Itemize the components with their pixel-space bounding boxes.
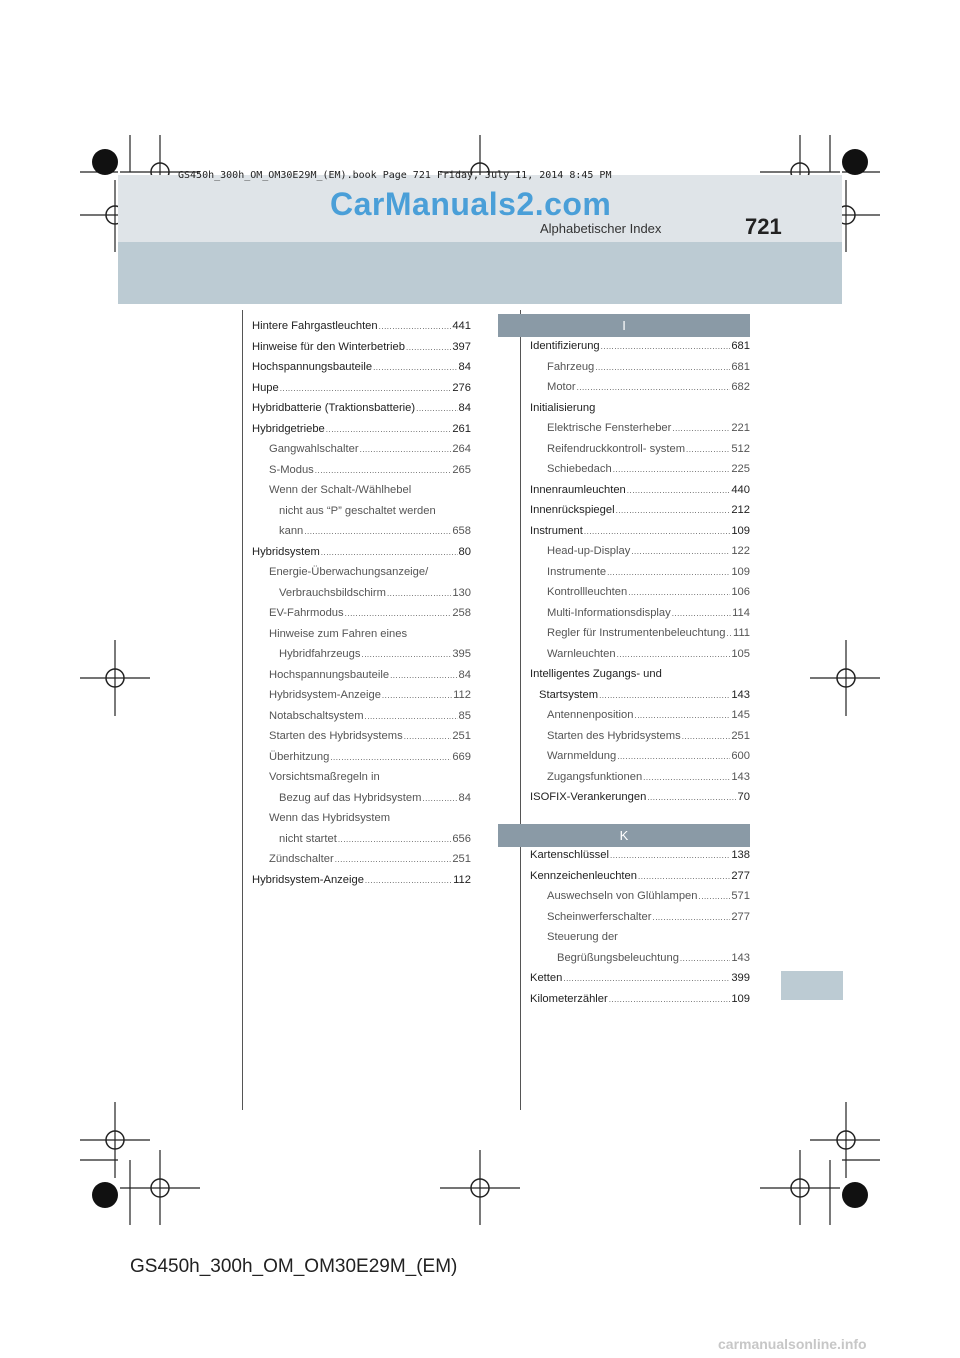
index-entry xyxy=(252,665,471,686)
dot-leader xyxy=(616,501,731,522)
index-entry-term: Steuerung der xyxy=(547,931,618,943)
dot-leader xyxy=(280,379,452,400)
dot-leader xyxy=(610,846,730,867)
dot-leader xyxy=(595,358,730,379)
index-entry xyxy=(530,705,750,726)
index-entry xyxy=(530,521,750,542)
index-entry-term: Hinweise für den Winterbetrieb xyxy=(252,340,405,353)
index-entry-term: Instrument xyxy=(530,524,583,537)
index-entry-page: 84 xyxy=(458,791,471,804)
index-entry-page: 109 xyxy=(731,565,750,578)
index-entry-term: Intelligentes Zugangs- und xyxy=(530,668,662,680)
dot-leader xyxy=(404,727,452,748)
index-entry-term: Hupe xyxy=(252,381,279,394)
index-entry xyxy=(252,603,471,624)
index-entry-page: 111 xyxy=(732,627,750,639)
index-entry-term: Hinweise zum Fahren eines xyxy=(269,627,408,640)
index-entry-term: Starten des Hybridsystems xyxy=(269,730,403,742)
index-entry-term: Gangwahlschalter xyxy=(269,443,359,455)
index-entry-term: Regler für Instrumentenbeleuchtung xyxy=(547,627,726,639)
dot-leader xyxy=(563,969,730,990)
index-entry xyxy=(252,870,471,891)
index-entry-page: 85 xyxy=(458,709,471,722)
index-entry xyxy=(252,439,471,460)
index-entry-term: Warnleuchten xyxy=(547,647,616,660)
index-entry-term: Schiebedach xyxy=(547,463,612,475)
index-entry xyxy=(252,357,471,378)
index-entry-page: 251 xyxy=(452,853,471,865)
dot-leader xyxy=(680,949,730,970)
index-entry xyxy=(530,377,750,398)
index-entry-page: 258 xyxy=(452,607,471,619)
index-entry xyxy=(252,644,471,665)
dot-leader xyxy=(584,522,730,543)
index-entry-page: 656 xyxy=(452,832,471,845)
index-entry-term: Notabschaltsystem xyxy=(269,709,364,722)
index-entry-page: 225 xyxy=(731,463,750,475)
index-entry-term: Bezug auf das Hybridsystem xyxy=(279,791,422,804)
dot-leader xyxy=(360,440,452,461)
index-entry xyxy=(252,706,471,727)
index-entry xyxy=(252,583,471,604)
dot-leader xyxy=(609,990,731,1011)
index-entry-term: Multi-Informationsdisplay xyxy=(547,606,671,619)
index-entry-page: 277 xyxy=(731,910,750,923)
dot-leader xyxy=(647,788,736,809)
index-entry-term: Hybridsystem-Anzeige xyxy=(252,873,364,886)
index-entry xyxy=(252,829,471,850)
dot-leader xyxy=(304,522,451,543)
index-entry-term: Vorsichtsmaßregeln in xyxy=(269,771,380,783)
dot-leader xyxy=(634,706,730,727)
index-entry xyxy=(252,480,471,501)
index-entry-page: 600 xyxy=(731,750,750,762)
index-entry-page: 571 xyxy=(731,890,750,902)
index-entry-term: Antennenposition xyxy=(547,709,634,721)
dot-leader xyxy=(613,460,731,481)
index-entry-page: 682 xyxy=(731,381,750,393)
index-entry-page: 669 xyxy=(452,750,471,763)
dot-leader xyxy=(416,399,457,420)
index-entry xyxy=(530,787,750,808)
index-entry-page: 143 xyxy=(731,770,750,783)
index-entry-page: 251 xyxy=(452,730,471,742)
index-entry-page: 114 xyxy=(732,606,750,619)
watermark-carmanualsonline: carmanualsonline.info xyxy=(718,1336,867,1352)
dot-leader xyxy=(330,748,451,769)
index-entry-page: 212 xyxy=(731,504,750,516)
page-number: 721 xyxy=(745,214,782,239)
index-entry-term: Überhitzung xyxy=(269,750,330,763)
index-entry-term: Innenraumleuchten xyxy=(530,483,626,496)
index-entry-term: Hybridgetriebe xyxy=(252,422,325,435)
index-entry-term: EV-Fahrmodus xyxy=(269,607,344,619)
index-entry xyxy=(252,624,471,645)
index-entry-page: 143 xyxy=(731,688,750,701)
index-entry-term: Fahrzeug xyxy=(547,360,595,373)
dot-leader xyxy=(335,850,452,871)
dot-leader xyxy=(338,830,452,851)
index-entry-page: 70 xyxy=(737,791,750,803)
dot-leader xyxy=(321,543,458,564)
index-entry xyxy=(530,418,750,439)
index-entry-page: 397 xyxy=(452,340,471,353)
index-entry-page: 681 xyxy=(731,340,750,352)
dot-leader xyxy=(345,604,452,625)
section-header-i: I xyxy=(498,314,750,337)
index-entry-term: Hintere Fahrgastleuchten xyxy=(252,320,378,332)
index-entry-page: 276 xyxy=(452,381,471,394)
index-entry xyxy=(252,747,471,768)
dot-leader xyxy=(577,378,731,399)
dot-leader xyxy=(672,419,730,440)
index-entry-term: Energie-Überwachungsanzeige/ xyxy=(269,566,429,578)
index-entry xyxy=(530,948,750,969)
dot-leader xyxy=(628,583,730,604)
index-entry-page: 109 xyxy=(731,524,750,537)
index-entry xyxy=(530,746,750,767)
index-entry-term: S-Modus xyxy=(269,463,314,476)
index-entry-page: 277 xyxy=(731,869,750,882)
dot-leader xyxy=(617,747,730,768)
index-entry-term: nicht startet xyxy=(279,832,337,845)
index-entry-term: Hochspannungsbauteile xyxy=(252,361,373,373)
index-entry xyxy=(530,541,750,562)
dot-leader xyxy=(379,317,452,338)
index-entry xyxy=(530,439,750,460)
index-entry-term: Head-up-Display xyxy=(547,545,631,557)
index-entry xyxy=(530,603,750,624)
index-entry-page: 264 xyxy=(452,443,471,455)
header-lower-band xyxy=(118,242,842,304)
index-entry-term: Motor xyxy=(547,381,576,393)
index-entry-term: Hybridbatterie (Traktionsbatterie) xyxy=(252,402,416,414)
filled-marks xyxy=(92,149,868,1208)
index-entry xyxy=(530,866,750,887)
dot-leader xyxy=(617,645,731,666)
index-entry xyxy=(530,623,750,644)
index-entry-term: Instrumente xyxy=(547,565,607,578)
index-entry-term: Zugangsfunktionen xyxy=(547,770,643,783)
index-entry xyxy=(252,398,471,419)
index-entry xyxy=(252,378,471,399)
index-column-k xyxy=(530,845,750,1009)
index-entry-page: 261 xyxy=(452,422,471,435)
index-entry-term: Verbrauchsbildschirm xyxy=(279,586,386,599)
index-entry-page: 80 xyxy=(458,545,471,558)
index-entry xyxy=(252,767,471,788)
index-entry-term: Kartenschlüssel xyxy=(530,849,609,861)
index-entry-term: Hybridfahrzeugs xyxy=(279,648,361,660)
dot-leader xyxy=(361,645,451,666)
index-entry-term: Kennzeichenleuchten xyxy=(530,869,637,882)
index-entry-page: 512 xyxy=(731,442,750,455)
index-entry-page: 84 xyxy=(458,668,471,681)
index-entry xyxy=(252,849,471,870)
dot-leader xyxy=(326,420,452,441)
index-entry-page: 145 xyxy=(731,709,750,721)
dot-leader xyxy=(607,563,730,584)
index-entry xyxy=(530,357,750,378)
index-entry-term: Hybridsystem xyxy=(252,545,320,558)
dot-leader xyxy=(382,686,452,707)
index-entry-page: 441 xyxy=(452,320,471,332)
column-divider-right xyxy=(520,310,521,1110)
dot-leader xyxy=(599,686,730,707)
index-column-i xyxy=(530,336,750,808)
dot-leader xyxy=(387,584,451,605)
index-entry xyxy=(530,726,750,747)
index-entry-term: Identifizierung xyxy=(530,340,600,352)
index-entry-term: Begrüßungsbeleuchtung xyxy=(557,951,679,964)
index-entry-page: 395 xyxy=(452,648,471,660)
index-entry xyxy=(252,337,471,358)
index-entry-page: 681 xyxy=(731,360,750,373)
page-title: Alphabetischer Index xyxy=(540,221,662,236)
index-entry-term: Reifendruckkontroll- system xyxy=(547,442,686,455)
index-entry xyxy=(252,419,471,440)
dot-leader xyxy=(422,789,457,810)
index-entry xyxy=(252,788,471,809)
index-entry xyxy=(252,542,471,563)
index-entry-page: 143 xyxy=(731,951,750,964)
index-column-left xyxy=(252,316,471,890)
index-entry-page: 130 xyxy=(452,586,471,599)
index-entry-page: 138 xyxy=(731,849,750,861)
index-entry-page: 84 xyxy=(458,402,471,414)
index-entry-term: Warnmeldung xyxy=(547,750,617,762)
index-entry xyxy=(252,685,471,706)
index-entry xyxy=(530,459,750,480)
index-entry xyxy=(252,726,471,747)
dot-leader xyxy=(365,871,452,892)
index-entry xyxy=(530,500,750,521)
index-entry-page: 109 xyxy=(731,992,750,1005)
dot-leader xyxy=(699,887,731,908)
index-entry-page: 221 xyxy=(731,422,750,434)
index-entry-page: 265 xyxy=(452,463,471,476)
index-entry-term: kann xyxy=(279,525,304,537)
index-entry-page: 440 xyxy=(731,483,750,496)
index-entry xyxy=(252,808,471,829)
dot-leader xyxy=(365,707,458,728)
index-entry-term: Ketten xyxy=(530,972,563,984)
index-entry xyxy=(530,480,750,501)
dot-leader xyxy=(631,542,730,563)
index-entry-term: Wenn der Schalt-/Wählhebel xyxy=(269,484,412,496)
index-entry-term: Elektrische Fensterheber xyxy=(547,422,672,434)
index-entry xyxy=(530,907,750,928)
index-entry xyxy=(530,989,750,1010)
index-entry-page: 84 xyxy=(458,361,471,373)
index-entry xyxy=(530,582,750,603)
index-entry-term: Starten des Hybridsystems xyxy=(547,729,681,742)
dot-leader xyxy=(406,338,451,359)
index-entry-term: Innenrückspiegel xyxy=(530,504,615,516)
index-entry-page: 106 xyxy=(731,586,750,598)
dot-leader xyxy=(638,867,730,888)
book-stamp: GS450h_300h_OM_OM30E29M_(EM).book Page 721 Friday, July 11, 2014 8:45 PM xyxy=(178,170,612,181)
dot-leader xyxy=(373,358,457,379)
index-entry-page: 112 xyxy=(453,873,471,886)
index-entry-term: Hybridsystem-Anzeige xyxy=(269,689,381,701)
index-entry-term: ISOFIX-Verankerungen xyxy=(530,791,647,803)
index-entry xyxy=(530,927,750,948)
index-entry-page: 399 xyxy=(731,972,750,984)
index-entry xyxy=(252,316,471,337)
index-entry-page: 112 xyxy=(453,689,471,701)
index-entry-term: nicht aus “P” geschaltet werden xyxy=(279,504,436,517)
index-entry xyxy=(530,968,750,989)
index-entry xyxy=(530,767,750,788)
index-entry xyxy=(252,460,471,481)
index-entry xyxy=(530,398,750,419)
dot-leader xyxy=(315,461,452,482)
dot-leader xyxy=(672,604,731,625)
section-header-k: K xyxy=(498,824,750,847)
dot-leader xyxy=(727,624,732,645)
index-entry-page: 658 xyxy=(452,525,471,537)
dot-leader xyxy=(682,727,731,748)
index-entry xyxy=(252,521,471,542)
index-entry-term: Scheinwerferschalter xyxy=(547,910,652,923)
index-entry xyxy=(252,501,471,522)
index-entry xyxy=(530,562,750,583)
index-entry-page: 251 xyxy=(731,729,750,742)
index-entry-term: Initialisierung xyxy=(530,401,596,414)
index-entry xyxy=(530,664,750,685)
index-entry-term: Zündschalter xyxy=(269,853,334,865)
dot-leader xyxy=(652,908,730,929)
index-entry-term: Kilometerzähler xyxy=(530,992,608,1005)
footer-document-code: GS450h_300h_OM_OM30E29M_(EM) xyxy=(130,1256,458,1277)
dot-leader xyxy=(390,666,457,687)
index-entry xyxy=(530,685,750,706)
index-entry xyxy=(530,336,750,357)
dot-leader xyxy=(686,440,730,461)
index-entry xyxy=(530,886,750,907)
index-entry xyxy=(530,644,750,665)
dot-leader xyxy=(601,337,731,358)
index-entry-term: Hochspannungsbauteile xyxy=(269,668,390,681)
index-entry-term: Wenn das Hybridsystem xyxy=(269,812,391,824)
index-entry-page: 122 xyxy=(731,545,750,557)
index-entry-term: Kontrollleuchten xyxy=(547,586,628,598)
dot-leader xyxy=(627,481,731,502)
index-entry-term: Auswechseln von Glühlampen xyxy=(547,890,698,902)
index-entry xyxy=(530,845,750,866)
column-divider-left xyxy=(242,310,243,1110)
dot-leader xyxy=(643,768,730,789)
index-entry-page: 105 xyxy=(731,647,750,660)
thumb-index-tab xyxy=(781,971,843,1000)
index-entry xyxy=(252,562,471,583)
index-entry-term: Startsystem xyxy=(539,688,599,701)
watermark-carmanuals2: CarManuals2.com xyxy=(330,186,612,222)
